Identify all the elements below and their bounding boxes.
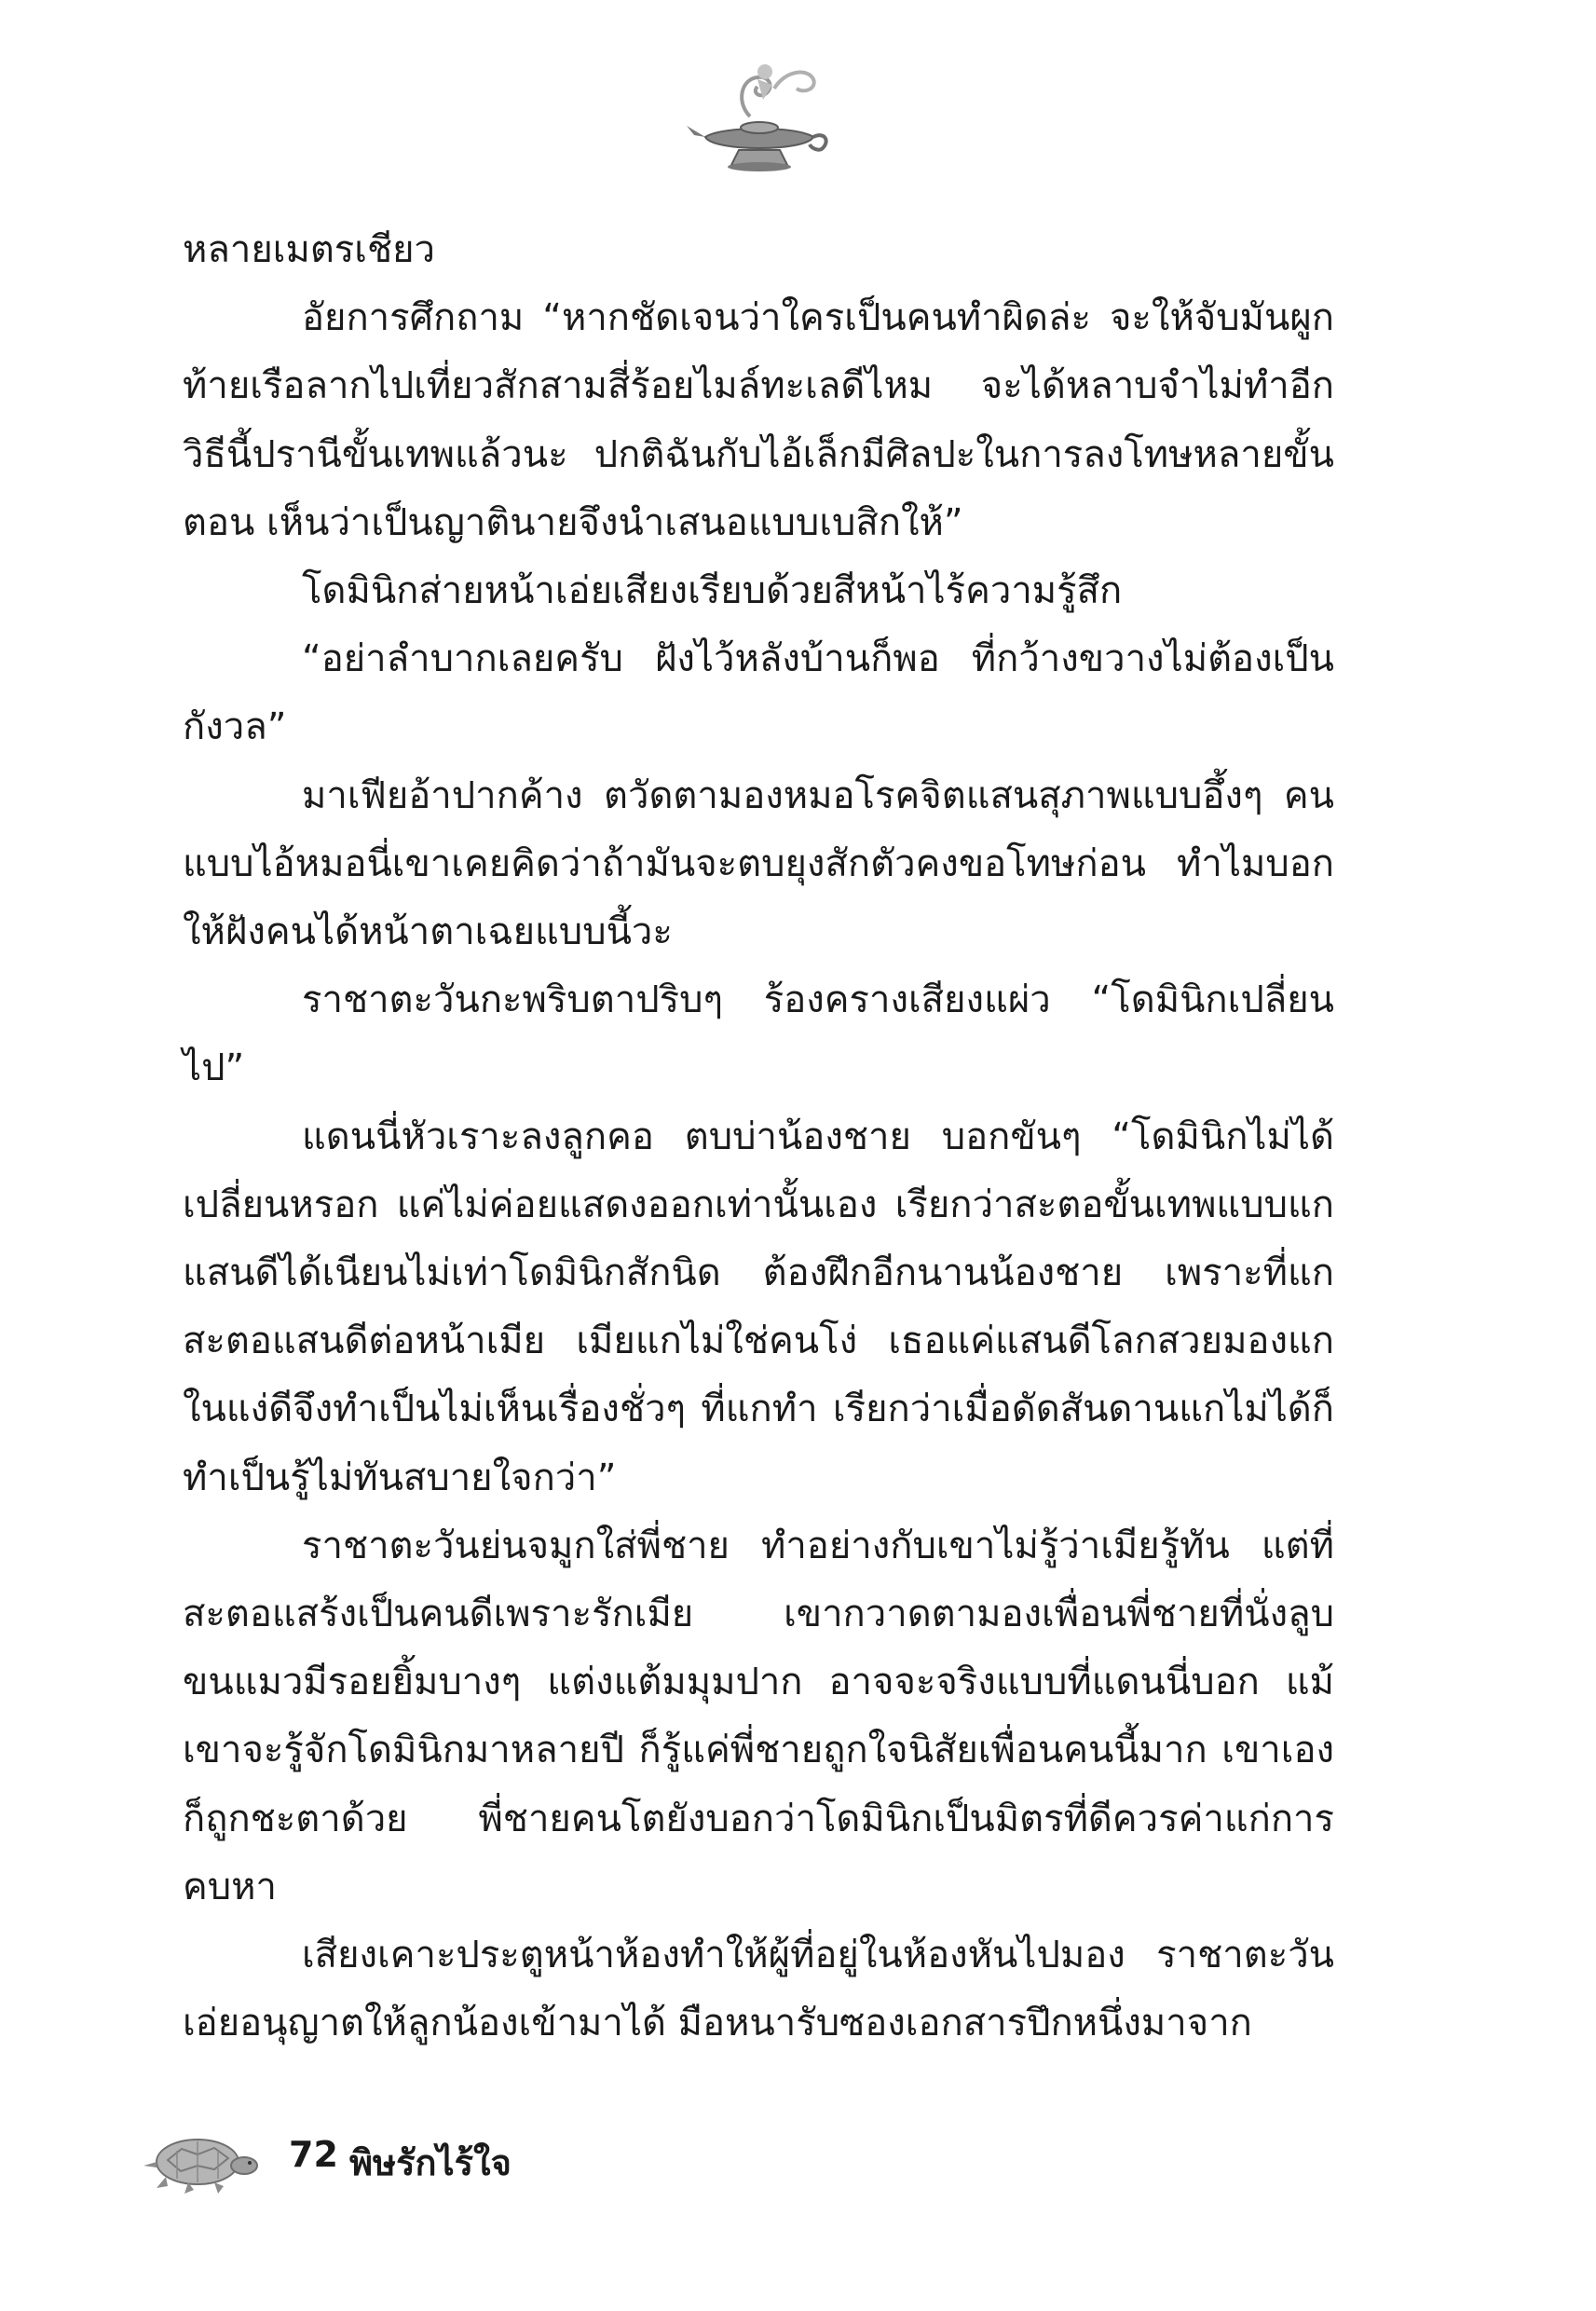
paragraph: แดนนี่หัวเราะลงลูกคอ ตบบ่าน้องชาย บอกขันๆ “โดมินิกไม่ได้เปลี่ยนหรอก แค่ไม่ค่อยแสดงออกเท่านั้นเอง เรียกว่าสะตอขั้นเทพแบบแกแสนดีได้เนียนไม่เท่าโดมินิกสักนิด ต้องฝึกอีกนานน้องชาย เพราะที่แกสะตอแสนดีต่อหน้าเมีย เมียแกไม่ใช่คนโง่ เธอแค่แสนดีโลกสวยมองแกในแง่ดีจึงทำเป็นไม่เห็นเรื่องชั่วๆ ที่แกทำ เรียกว่าเมื่อดัดสันดานแกไม่ได้ก็ทำเป็นรู้ไม่ทันสบายใจกว่า” bbox=[183, 1114, 1334, 1499]
paragraph: มาเฟียอ้าปากค้าง ตวัดตามองหมอโรคจิตแสนสุภาพแบบอึ้งๆ คนแบบไอ้หมอนี่เขาเคยคิดว่าถ้ามันจะตบยุงสักตัวคงขอโทษก่อน ทำไมบอกให้ฝังคนได้หน้าตาเฉยแบบนี้วะ bbox=[183, 773, 1334, 954]
book-title: พิษรักไร้ใจ bbox=[349, 2142, 512, 2183]
paragraph: อัยการศึกถาม “หากชัดเจนว่าใครเป็นคนทำผิดล่ะ จะให้จับมันผูกท้ายเรือลากไปเที่ยวสักสามสี่ร้อยไมล์ทะเลดีไหม จะได้หลาบจำไม่ทำอีก วิธีนี้ปรานีขั้นเทพแล้วนะ ปกติฉันกับไอ้เล็กมีศิลปะในการลงโทษหลายขั้นตอน เห็นว่าเป็นญาตินายจึงนำเสนอแบบเบสิกให้” bbox=[183, 296, 1334, 544]
paragraph: หลายเมตรเชียว bbox=[183, 228, 435, 271]
paragraph: ราชาตะวันกะพริบตาปริบๆ ร้องครางเสียงแผ่ว “โดมินิกเปลี่ยนไป” bbox=[183, 978, 1334, 1090]
paragraph: ราชาตะวันย่นจมูกใส่พี่ชาย ทำอย่างกับเขาไม่รู้ว่าเมียรู้ทัน แต่ที่สะตอแสร้งเป็นคนดีเพราะรักเมีย เขากวาดตามองเพื่อนพี่ชายที่นั่งลูบขนแมวมีรอยยิ้มบางๆ แต่งแต้มมุมปาก อาจจะจริงแบบที่แดนนี่บอก แม้เขาจะรู้จักโดมินิกมาหลายปี ก็รู้แค่พี่ชายถูกใจนิสัยเพื่อนคนนี้มาก เขาเองก็ถูกชะตาด้วย พี่ชายคนโตยังบอกว่าโดมินิกเป็นมิตรที่ดีควรค่าแก่การคบหา bbox=[183, 1524, 1334, 1908]
turtle-icon bbox=[140, 2123, 261, 2197]
paragraph: เสียงเคาะประตูหน้าห้องทำให้ผู้ที่อยู่ในห้องหันไปมอง ราชาตะวันเอ่ยอนุญาตให้ลูกน้องเข้ามาได้ มือหนารับซองเอกสารปึกหนึ่งมาจาก bbox=[183, 1934, 1334, 2045]
paragraph: “อย่าลำบากเลยครับ ฝังไว้หลังบ้านก็พอ ที่กว้างขวางไม่ต้องเป็นกังวล” bbox=[183, 637, 1334, 749]
page-footer bbox=[140, 2113, 792, 2225]
body-text bbox=[183, 216, 1334, 2058]
paragraph: โดมินิกส่ายหน้าเอ่ยเสียงเรียบด้วยสีหน้าไร้ความรู้สึก bbox=[302, 569, 1123, 613]
page-number: 72 bbox=[289, 2134, 338, 2175]
magic-lamp-icon bbox=[685, 51, 834, 182]
